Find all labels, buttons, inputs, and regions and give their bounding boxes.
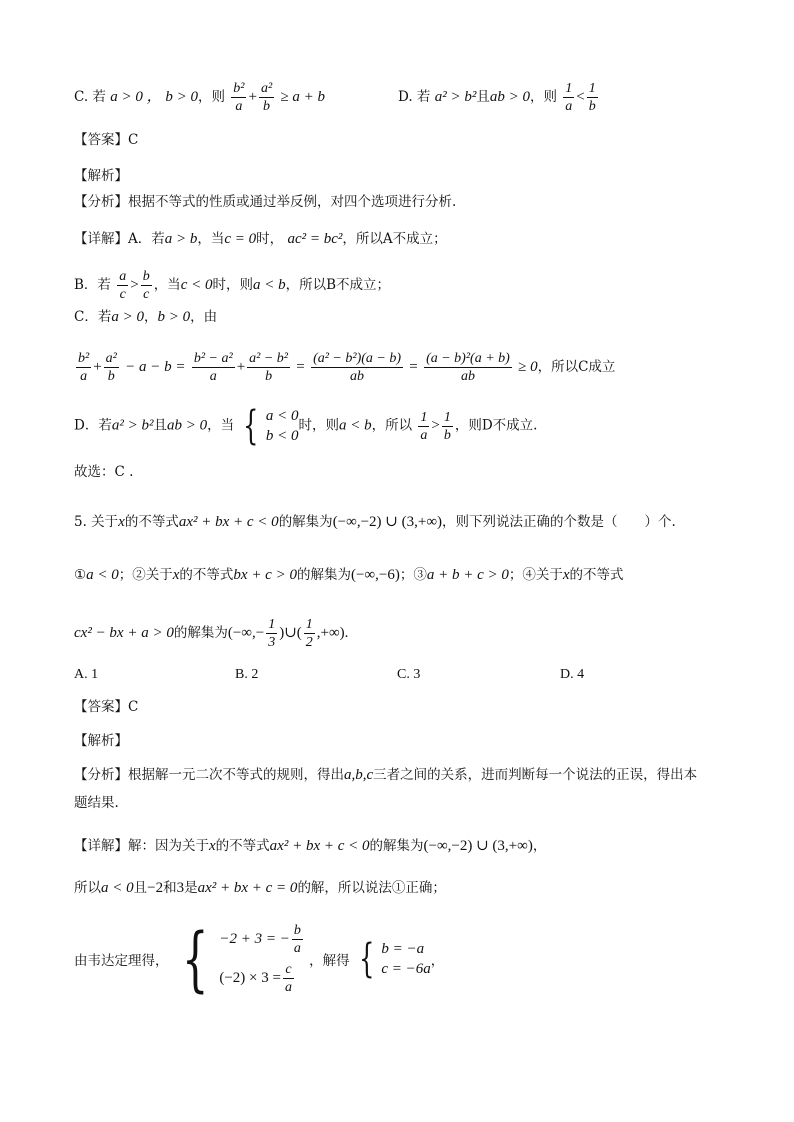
fraction: $\frac{1}{a}$ xyxy=(420,409,428,443)
fraction: $\frac{1}{b}$ xyxy=(588,81,596,114)
q4-detail-a: 【详解】A．若a > b，当c = 0时， ac² = bc²，所以A不成立； xyxy=(74,231,447,247)
fraction: $\frac{\text{b² − a²}}{a}$ xyxy=(193,351,233,384)
q4-detail-d: D．若a² > b²且ab > 0，当 { a < 0 b < 0 时，则a < b，所以 $\frac{1}{a}$ > $\frac{1}{b}$ ，则D不成立. xyxy=(74,403,538,449)
q4-detail-b: B．若 $\frac{a}{c}$ > $\frac{b}{c}$ ，当c < 0时，则a < b，所以B不成立； xyxy=(74,269,391,302)
q4-detail-c: C．若a > 0，b > 0，由 xyxy=(74,309,218,325)
q4-answer: 【答案】C xyxy=(74,132,139,148)
equation-system: { a < 0 b < 0 xyxy=(243,403,299,449)
q4-conclusion: 故选：C . xyxy=(74,464,134,480)
q5-stem: 5. 关于x的不等式ax² + bx + c < 0的解集为(−∞,−2) ∪ (3,+∞)，则下列说法正确的个数是（ ）个. xyxy=(74,514,676,530)
q5-detail-2: 所以a < 0且−2和3是ax² + bx + c = 0的解，所以说法①正确； xyxy=(74,880,446,896)
fraction: $\frac{1}{3}$ xyxy=(268,617,276,650)
q5-statements: ①a < 0；②关于x的不等式bx + c > 0的解集为(−∞,−6)；③a + b + c > 0；④关于x的不等式 xyxy=(74,567,624,583)
q5-answer: 【答案】C xyxy=(74,699,139,715)
fraction: $\frac{\text{(a − b)²(a + b)}}{ab}$ xyxy=(426,351,510,384)
q4-fenxi: 【分析】根据不等式的性质或通过举反例，对四个选项进行分析. xyxy=(74,194,457,210)
fraction: $\frac{1}{2}$ xyxy=(305,617,313,650)
fraction: $\frac{\text{b²}}{a}$ xyxy=(233,81,245,114)
fraction: $\frac{c}{a}$ xyxy=(284,962,292,995)
q5-option-c: C. 3 xyxy=(397,667,421,682)
fraction: $\frac{\text{(a² − b²)(a − b)}}{ab}$ xyxy=(313,351,401,384)
fraction: $\frac{1}{a}$ xyxy=(565,81,573,114)
fraction: $\frac{1}{b}$ xyxy=(443,409,451,443)
q5-option-a: A. 1 xyxy=(74,667,99,682)
fraction: $\frac{\text{a²}}{b}$ xyxy=(260,81,273,114)
equation-system: { −2 + 3 = − $\frac{b}{a}$ (−2) × 3 = $\frac{c}{a}$ xyxy=(181,918,301,1000)
equation-system: { b = −a c = −6a xyxy=(359,936,431,982)
fraction: $\frac{\text{a² − b²}}{b}$ xyxy=(249,351,288,384)
fraction: $\frac{a}{c}$ xyxy=(119,269,127,302)
q5-option-b: B. 2 xyxy=(235,667,259,682)
q5-fenxi-cont: 题结果. xyxy=(74,795,119,811)
fraction: $\frac{b}{a}$ xyxy=(293,923,301,956)
q4-option-d: D. 若 a² > b²且ab > 0，则 $\frac{1}{a}$ < $\frac{1}{b}$ xyxy=(398,81,596,114)
q5-fenxi: 【分析】根据解一元二次不等式的规则，得出a,b,c三者之间的关系，进而判断每一个说法的正误，得出本 xyxy=(74,767,698,783)
fraction: $\frac{b}{c}$ xyxy=(142,269,150,302)
q5-vieta: 由韦达定理得， { −2 + 3 = − $\frac{b}{a}$ (−2) × 3 = $\frac{c}{a}$ ，解得 { b = −a c = −6a ， xyxy=(74,918,445,1000)
q4-option-c: C. 若 a > 0 ， b > 0，则 $\frac{\text{b²}}{a}$ + $\frac{\text{a²}}{b}$ ≥ a + b xyxy=(74,81,326,114)
fraction: $\frac{\text{a²}}{b}$ xyxy=(105,351,117,384)
q5-option-d: D. 4 xyxy=(560,667,585,682)
q4-detail-c-equation: $\frac{\text{b²}}{a}$ + $\frac{\text{a²}}{b}$ − a − b = $\frac{\text{b² − a²}}{a}$ + $\frac{\text{a² − b²}}{b}$ = $\frac{\text{(a² − b²)(a − b)}}{ab}$ = $\frac{\text{(a − b)²(a + b)}}{ab}$ ≥ 0，所以C成立 xyxy=(78,351,616,384)
q5-detail: 【详解】解：因为关于x的不等式ax² + bx + c < 0的解集为(−∞,−2) ∪ (3,+∞)， xyxy=(74,838,547,854)
q4-analysis-heading: 【解析】 xyxy=(74,168,128,184)
fraction: $\frac{\text{b²}}{a}$ xyxy=(78,351,90,384)
q5-statement-4: cx² − bx + a > 0的解集为(−∞,− $\frac{1}{3}$ )∪( $\frac{1}{2}$ ,+∞). xyxy=(74,617,349,650)
q5-analysis-heading: 【解析】 xyxy=(74,733,128,749)
